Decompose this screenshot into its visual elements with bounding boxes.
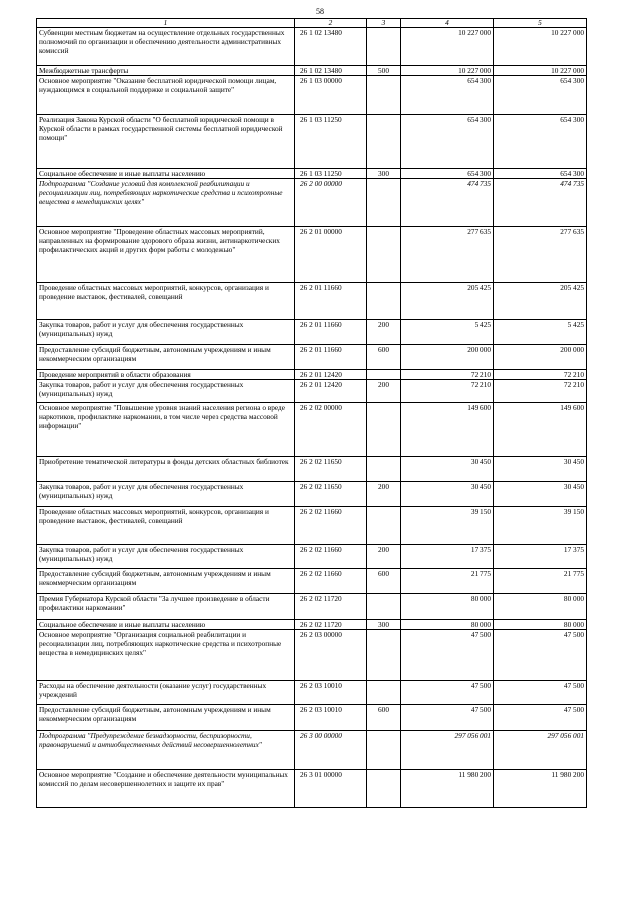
row-vr-cell	[367, 403, 401, 457]
table-row	[37, 731, 587, 770]
row-name-cell: Социальное обеспечение и иные выплаты населению	[37, 620, 295, 630]
table-row	[37, 457, 587, 482]
row-code-cell: 26 2 01 11660	[295, 345, 367, 370]
table-row	[37, 569, 587, 594]
row-vr-cell	[367, 76, 401, 115]
row-sum-2021-cell: 30 450	[401, 457, 494, 482]
row-vr-cell	[367, 681, 401, 705]
column-header: 5	[494, 19, 587, 28]
row-vr-cell: 200	[367, 545, 401, 569]
row-sum-2022-cell: 200 000	[494, 345, 587, 370]
row-name-cell: Предоставление субсидий бюджетным, автономным учреждениям и иным некоммерческим организациям	[37, 705, 295, 731]
table-row	[37, 545, 587, 569]
row-sum-2022-cell: 5 425	[494, 320, 587, 345]
row-sum-2021-cell: 30 450	[401, 482, 494, 507]
row-code-cell: 26 1 03 11250	[295, 115, 367, 169]
row-sum-2022-cell: 474 735	[494, 179, 587, 227]
row-sum-2021-cell: 39 150	[401, 507, 494, 545]
table-row	[37, 169, 587, 179]
table-row	[37, 345, 587, 370]
table-row	[37, 770, 587, 808]
row-sum-2022-cell: 30 450	[494, 457, 587, 482]
row-code-cell: 26 2 01 11660	[295, 320, 367, 345]
row-name-cell: Закупка товаров, работ и услуг для обеспечения государственных (муниципальных) нужд	[37, 380, 295, 403]
row-vr-cell	[367, 283, 401, 320]
row-sum-2021-cell: 80 000	[401, 594, 494, 620]
column-header: 1	[37, 19, 295, 28]
row-sum-2021-cell: 72 210	[401, 380, 494, 403]
row-vr-cell	[367, 770, 401, 808]
table-row	[37, 681, 587, 705]
row-code-cell: 26 2 02 11650	[295, 457, 367, 482]
row-sum-2022-cell: 654 300	[494, 169, 587, 179]
row-name-cell: Закупка товаров, работ и услуг для обеспечения государственных (муниципальных) нужд	[37, 320, 295, 345]
row-code-cell: 26 1 02 13480	[295, 28, 367, 66]
row-sum-2021-cell: 80 000	[401, 620, 494, 630]
table-row	[37, 66, 587, 76]
table-row	[37, 320, 587, 345]
column-header: 3	[367, 19, 401, 28]
row-code-cell: 26 1 03 11250	[295, 169, 367, 179]
row-code-cell: 26 3 01 00000	[295, 770, 367, 808]
row-sum-2021-cell: 474 735	[401, 179, 494, 227]
row-sum-2022-cell: 149 600	[494, 403, 587, 457]
row-code-cell: 26 2 01 12420	[295, 370, 367, 380]
row-sum-2022-cell: 72 210	[494, 370, 587, 380]
row-code-cell: 26 2 02 11720	[295, 620, 367, 630]
row-name-cell: Проведение областных массовых мероприятий, конкурсов, организация и проведение выставок, фестивалей, совещаний	[37, 507, 295, 545]
table-row	[37, 283, 587, 320]
row-sum-2021-cell: 654 300	[401, 115, 494, 169]
row-vr-cell: 600	[367, 705, 401, 731]
row-code-cell: 26 2 01 11660	[295, 283, 367, 320]
row-sum-2021-cell: 149 600	[401, 403, 494, 457]
table-row	[37, 76, 587, 115]
row-sum-2021-cell: 10 227 000	[401, 66, 494, 76]
row-code-cell: 26 2 03 00000	[295, 630, 367, 681]
row-name-cell: Приобретение тематической литературы в фонды детских областных библиотек	[37, 457, 295, 482]
row-code-cell: 26 2 02 11720	[295, 594, 367, 620]
row-name-cell: Расходы на обеспечение деятельности (оказание услуг) государственных учреждений	[37, 681, 295, 705]
row-sum-2022-cell: 47 500	[494, 630, 587, 681]
table-row	[37, 227, 587, 283]
row-sum-2022-cell: 277 635	[494, 227, 587, 283]
table-row	[37, 705, 587, 731]
row-vr-cell	[367, 630, 401, 681]
row-sum-2022-cell: 654 300	[494, 115, 587, 169]
row-sum-2021-cell: 21 775	[401, 569, 494, 594]
row-sum-2021-cell: 5 425	[401, 320, 494, 345]
row-code-cell: 26 2 01 12420	[295, 380, 367, 403]
row-name-cell: Премия Губернатора Курской области "За лучшее произведение в области профилактики наркомании"	[37, 594, 295, 620]
row-name-cell: Субвенции местным бюджетам на осуществление отдельных государственных полномочий по организации и обеспечению деятельности административных комиссий	[37, 28, 295, 66]
table-row	[37, 179, 587, 227]
row-code-cell: 26 2 02 11660	[295, 569, 367, 594]
budget-table	[36, 18, 587, 808]
table-row	[37, 380, 587, 403]
table-row	[37, 594, 587, 620]
row-sum-2021-cell: 47 500	[401, 630, 494, 681]
row-vr-cell	[367, 507, 401, 545]
table-row	[37, 115, 587, 169]
row-code-cell: 26 1 03 00000	[295, 76, 367, 115]
row-vr-cell	[367, 370, 401, 380]
row-code-cell: 26 2 02 11650	[295, 482, 367, 507]
row-code-cell: 26 2 02 11660	[295, 507, 367, 545]
column-header: 2	[295, 19, 367, 28]
row-vr-cell: 200	[367, 482, 401, 507]
table-row	[37, 507, 587, 545]
row-sum-2022-cell: 80 000	[494, 594, 587, 620]
row-code-cell: 26 3 00 00000	[295, 731, 367, 770]
row-vr-cell: 600	[367, 345, 401, 370]
row-sum-2022-cell: 47 500	[494, 681, 587, 705]
row-sum-2022-cell: 47 500	[494, 705, 587, 731]
row-sum-2022-cell: 80 000	[494, 620, 587, 630]
table-row	[37, 370, 587, 380]
row-name-cell: Предоставление субсидий бюджетным, автономным учреждениям и иным некоммерческим организациям	[37, 345, 295, 370]
table-row	[37, 28, 587, 66]
row-sum-2022-cell: 297 056 001	[494, 731, 587, 770]
row-name-cell: Основное мероприятие "Повышение уровня знаний населения региона о вреде наркотиков, профилактике наркомании, в том числе через средства массовой информации"	[37, 403, 295, 457]
row-sum-2021-cell: 654 300	[401, 76, 494, 115]
row-sum-2022-cell: 72 210	[494, 380, 587, 403]
row-vr-cell: 200	[367, 320, 401, 345]
row-name-cell: Предоставление субсидий бюджетным, автономным учреждениям и иным некоммерческим организациям	[37, 569, 295, 594]
row-code-cell: 26 1 02 13480	[295, 66, 367, 76]
row-name-cell: Подпрограмма "Предупреждение безнадзорности, беспризорности, правонарушений и антиобщественных действий несовершеннолетних"	[37, 731, 295, 770]
row-sum-2022-cell: 21 775	[494, 569, 587, 594]
table-header-row	[37, 19, 587, 28]
row-name-cell: Основное мероприятие "Организация социальной реабилитации и ресоциализации лиц, потребляющих наркотические средства и психотропные вещества в немедицинских целях"	[37, 630, 295, 681]
row-sum-2021-cell: 205 425	[401, 283, 494, 320]
row-vr-cell: 500	[367, 66, 401, 76]
table-row	[37, 403, 587, 457]
row-name-cell: Межбюджетные трансферты	[37, 66, 295, 76]
row-sum-2021-cell: 72 210	[401, 370, 494, 380]
row-sum-2021-cell: 11 980 200	[401, 770, 494, 808]
row-name-cell: Реализация Закона Курской области "О бесплатной юридической помощи в Курской области в рамках государственной системы бесплатной юридической помощи"	[37, 115, 295, 169]
table-row	[37, 630, 587, 681]
row-vr-cell	[367, 28, 401, 66]
row-name-cell: Основное мероприятие "Проведение областных массовых мероприятий, направленных на формирование здорового образа жизни, антинаркотических профилактических акций и других форм работы с молодежью"	[37, 227, 295, 283]
row-sum-2022-cell: 10 227 000	[494, 28, 587, 66]
row-code-cell: 26 2 02 00000	[295, 403, 367, 457]
row-sum-2022-cell: 30 450	[494, 482, 587, 507]
row-vr-cell: 600	[367, 569, 401, 594]
row-sum-2022-cell: 205 425	[494, 283, 587, 320]
row-code-cell: 26 2 02 11660	[295, 545, 367, 569]
table-row	[37, 620, 587, 630]
row-sum-2021-cell: 10 227 000	[401, 28, 494, 66]
row-vr-cell	[367, 115, 401, 169]
row-code-cell: 26 2 01 00000	[295, 227, 367, 283]
row-vr-cell: 300	[367, 169, 401, 179]
row-name-cell: Основное мероприятие "Оказание бесплатной юридической помощи лицам, нуждающимся в социальной поддержке и социальной защите"	[37, 76, 295, 115]
row-sum-2021-cell: 200 000	[401, 345, 494, 370]
row-vr-cell: 300	[367, 620, 401, 630]
row-vr-cell	[367, 594, 401, 620]
row-sum-2021-cell: 277 635	[401, 227, 494, 283]
row-name-cell: Закупка товаров, работ и услуг для обеспечения государственных (муниципальных) нужд	[37, 545, 295, 569]
row-code-cell: 26 2 00 00000	[295, 179, 367, 227]
row-vr-cell	[367, 457, 401, 482]
row-name-cell: Основное мероприятие "Создание и обеспечение деятельности муниципальных комиссий по делам несовершеннолетних и защите их прав"	[37, 770, 295, 808]
row-vr-cell	[367, 227, 401, 283]
row-sum-2021-cell: 297 056 001	[401, 731, 494, 770]
row-vr-cell	[367, 731, 401, 770]
row-code-cell: 26 2 03 10010	[295, 705, 367, 731]
row-sum-2022-cell: 654 300	[494, 76, 587, 115]
row-vr-cell	[367, 179, 401, 227]
column-header: 4	[401, 19, 494, 28]
page-number: 58	[316, 7, 324, 16]
row-name-cell: Проведение областных массовых мероприятий, конкурсов, организация и проведение выставок, фестивалей, совещаний	[37, 283, 295, 320]
row-name-cell: Социальное обеспечение и иные выплаты населению	[37, 169, 295, 179]
row-sum-2022-cell: 39 150	[494, 507, 587, 545]
row-sum-2022-cell: 11 980 200	[494, 770, 587, 808]
row-vr-cell: 200	[367, 380, 401, 403]
row-code-cell: 26 2 03 10010	[295, 681, 367, 705]
table-row	[37, 482, 587, 507]
row-sum-2022-cell: 10 227 000	[494, 66, 587, 76]
row-sum-2021-cell: 17 375	[401, 545, 494, 569]
row-name-cell: Закупка товаров, работ и услуг для обеспечения государственных (муниципальных) нужд	[37, 482, 295, 507]
row-sum-2021-cell: 47 500	[401, 705, 494, 731]
row-name-cell: Проведение мероприятий в области образования	[37, 370, 295, 380]
row-name-cell: Подпрограмма "Создание условий для комплексной реабилитации и ресоциализации лиц, потребляющих наркотические средства и психотропные вещества в немедицинских целях"	[37, 179, 295, 227]
row-sum-2021-cell: 654 300	[401, 169, 494, 179]
row-sum-2021-cell: 47 500	[401, 681, 494, 705]
row-sum-2022-cell: 17 375	[494, 545, 587, 569]
